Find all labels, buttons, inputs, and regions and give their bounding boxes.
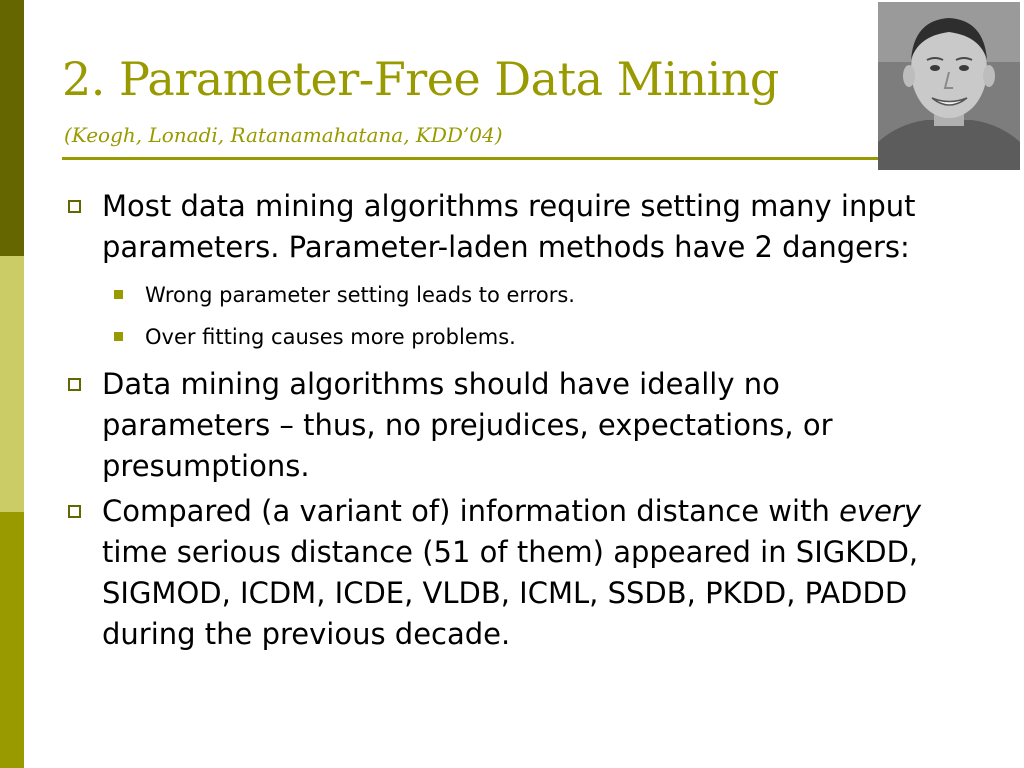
person-photo-icon bbox=[878, 2, 1020, 170]
side-bar-segment-top bbox=[0, 0, 24, 256]
bullet-text: Most data mining algorithms require setting many input parameters. Parameter-laden methods have 2 dangers: bbox=[102, 189, 916, 264]
sub-bullet-item bbox=[64, 316, 954, 358]
side-bar-segment-middle bbox=[0, 256, 24, 512]
slide-title: 2. Parameter-Free Data Mining bbox=[62, 52, 779, 106]
sub-bullet-text: Over fitting causes more problems. bbox=[145, 325, 516, 349]
sub-bullet-text: Wrong parameter setting leads to errors. bbox=[145, 283, 575, 307]
bullet-text-part: Compared (a variant of) information distance with bbox=[102, 494, 840, 528]
bullet-text-part: time serious distance (51 of them) appeared in SIGKDD, SIGMOD, ICDM, ICDE, VLDB, ICML, SSDB, PKDD, PADDD during the previous decade. bbox=[102, 535, 919, 651]
side-bar-segment-bottom bbox=[0, 512, 24, 768]
bullet-item bbox=[64, 491, 954, 655]
bullet-text: Data mining algorithms should have ideally no parameters – thus, no prejudices, expectations, or presumptions. bbox=[102, 367, 833, 483]
hollow-square-bullet-icon bbox=[68, 200, 81, 213]
hollow-square-bullet-icon bbox=[68, 505, 81, 518]
sub-bullet-item bbox=[64, 274, 954, 316]
sub-bullet-list bbox=[64, 274, 954, 358]
hollow-square-bullet-icon bbox=[68, 378, 81, 391]
title-underline bbox=[62, 157, 878, 160]
bullet-item bbox=[64, 364, 954, 487]
slide-subtitle: (Keogh, Lonadi, Ratanamahatana, KDD’04) bbox=[64, 123, 503, 147]
filled-square-bullet-icon bbox=[114, 290, 123, 299]
bullet-list bbox=[64, 186, 954, 659]
bullet-item bbox=[64, 186, 954, 268]
portrait-photo bbox=[878, 2, 1020, 170]
filled-square-bullet-icon bbox=[114, 332, 123, 341]
bullet-text-emphasis: every bbox=[839, 494, 921, 528]
